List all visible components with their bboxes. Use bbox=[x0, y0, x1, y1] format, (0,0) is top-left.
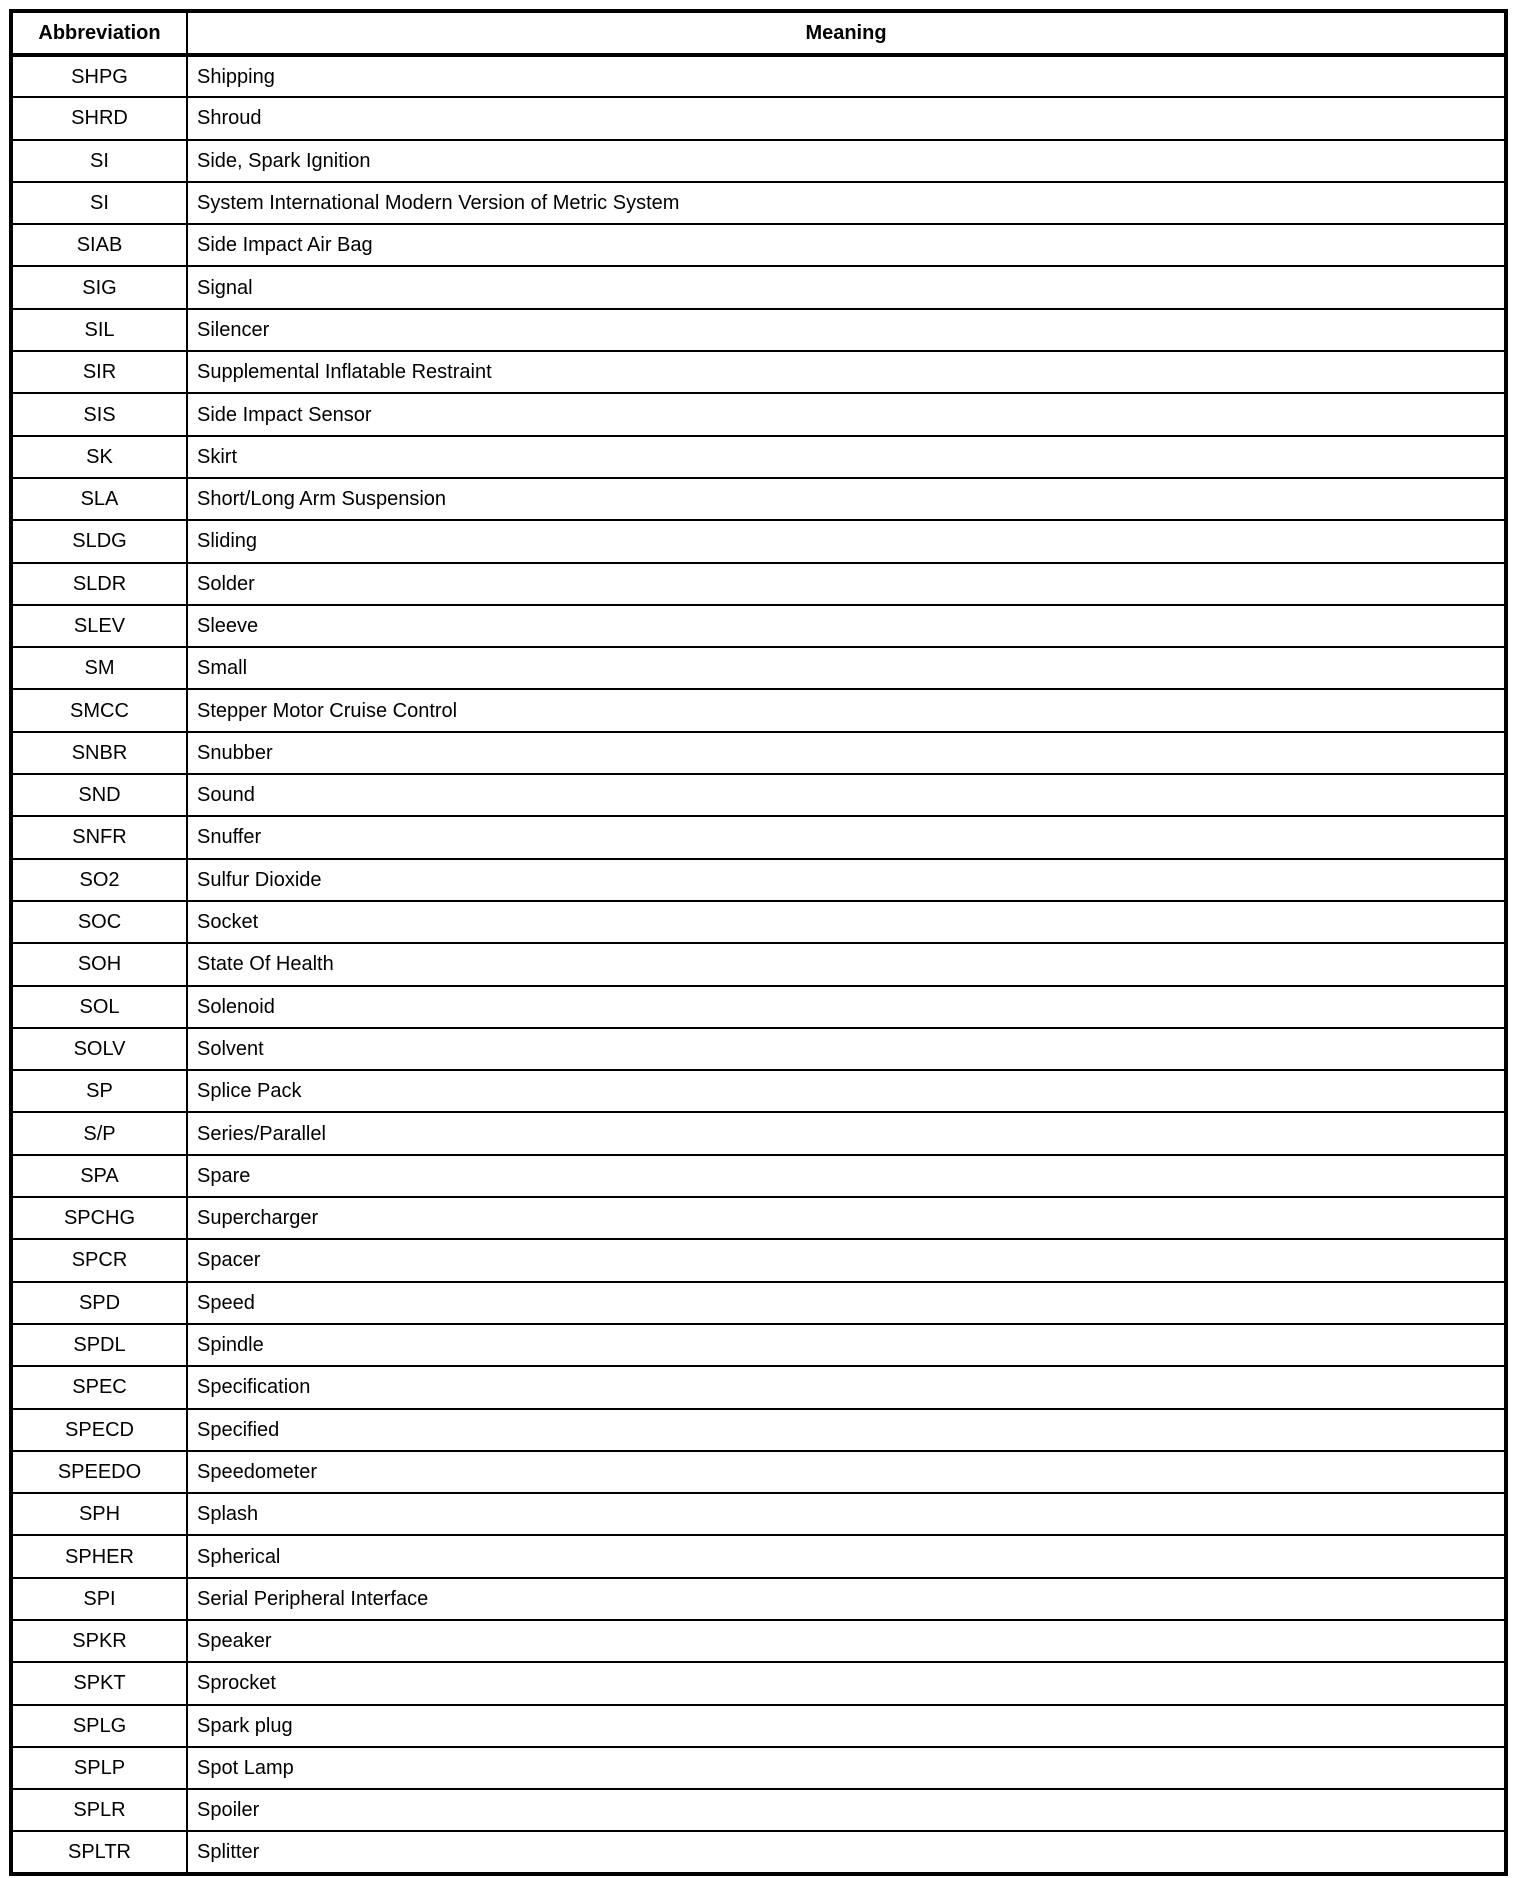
meaning-cell: Splash bbox=[187, 1493, 1506, 1535]
abbreviation-cell: SP bbox=[11, 1070, 187, 1112]
meaning-cell: Supercharger bbox=[187, 1197, 1506, 1239]
meaning-cell: Serial Peripheral Interface bbox=[187, 1578, 1506, 1620]
abbreviation-cell: SI bbox=[11, 182, 187, 224]
abbreviation-cell: SIG bbox=[11, 266, 187, 308]
meaning-cell: Side Impact Air Bag bbox=[187, 224, 1506, 266]
abbreviation-cell: SPI bbox=[11, 1578, 187, 1620]
abbreviation-cell: SPA bbox=[11, 1155, 187, 1197]
meaning-cell: Spare bbox=[187, 1155, 1506, 1197]
table-row bbox=[11, 563, 1506, 605]
table-row bbox=[11, 943, 1506, 985]
table-row bbox=[11, 182, 1506, 224]
table-row bbox=[11, 1409, 1506, 1451]
abbreviation-cell: SO2 bbox=[11, 859, 187, 901]
abbreviation-cell: SPEEDO bbox=[11, 1451, 187, 1493]
meaning-cell: Specified bbox=[187, 1409, 1506, 1451]
meaning-cell: Short/Long Arm Suspension bbox=[187, 478, 1506, 520]
abbreviation-cell: SI bbox=[11, 140, 187, 182]
table-row bbox=[11, 140, 1506, 182]
table-row bbox=[11, 436, 1506, 478]
abbreviation-cell: SPKT bbox=[11, 1662, 187, 1704]
table-row bbox=[11, 1493, 1506, 1535]
table-row bbox=[11, 1197, 1506, 1239]
table-row bbox=[11, 1112, 1506, 1154]
table-row bbox=[11, 1620, 1506, 1662]
meaning-cell: Side, Spark Ignition bbox=[187, 140, 1506, 182]
meaning-cell: Specification bbox=[187, 1366, 1506, 1408]
abbreviation-cell: SHRD bbox=[11, 97, 187, 139]
abbreviation-cell: SPLG bbox=[11, 1705, 187, 1747]
meaning-cell: Speedometer bbox=[187, 1451, 1506, 1493]
table-row bbox=[11, 1155, 1506, 1197]
meaning-cell: Signal bbox=[187, 266, 1506, 308]
abbreviation-cell: SHPG bbox=[11, 55, 187, 97]
meaning-cell: Series/Parallel bbox=[187, 1112, 1506, 1154]
meaning-cell: Speed bbox=[187, 1282, 1506, 1324]
table-row bbox=[11, 393, 1506, 435]
abbreviation-cell: SNBR bbox=[11, 732, 187, 774]
abbreviation-cell: SPLP bbox=[11, 1747, 187, 1789]
abbreviation-cell: SPDL bbox=[11, 1324, 187, 1366]
table-row bbox=[11, 1451, 1506, 1493]
abbreviation-cell: SLA bbox=[11, 478, 187, 520]
header-abbreviation: Abbreviation bbox=[11, 11, 187, 55]
meaning-cell: Spot Lamp bbox=[187, 1747, 1506, 1789]
abbreviation-cell: SNFR bbox=[11, 816, 187, 858]
table-row bbox=[11, 774, 1506, 816]
abbreviation-cell: SOC bbox=[11, 901, 187, 943]
table-row bbox=[11, 1662, 1506, 1704]
meaning-cell: Shipping bbox=[187, 55, 1506, 97]
header-row bbox=[11, 11, 1506, 55]
table-row bbox=[11, 97, 1506, 139]
table-row bbox=[11, 1578, 1506, 1620]
meaning-cell: Socket bbox=[187, 901, 1506, 943]
abbreviation-cell: SOL bbox=[11, 986, 187, 1028]
meaning-cell: Spherical bbox=[187, 1535, 1506, 1577]
meaning-cell: Skirt bbox=[187, 436, 1506, 478]
table-row bbox=[11, 816, 1506, 858]
abbreviation-cell: SND bbox=[11, 774, 187, 816]
abbreviation-cell: SIL bbox=[11, 309, 187, 351]
meaning-cell: Shroud bbox=[187, 97, 1506, 139]
table-row bbox=[11, 1324, 1506, 1366]
table-row bbox=[11, 55, 1506, 97]
table-row bbox=[11, 478, 1506, 520]
abbreviation-cell: SK bbox=[11, 436, 187, 478]
abbreviation-cell: SPCR bbox=[11, 1239, 187, 1281]
meaning-cell: Stepper Motor Cruise Control bbox=[187, 689, 1506, 731]
table-row bbox=[11, 1366, 1506, 1408]
table-row bbox=[11, 266, 1506, 308]
table-row bbox=[11, 901, 1506, 943]
abbreviation-cell: SMCC bbox=[11, 689, 187, 731]
table-header bbox=[11, 11, 1506, 55]
meaning-cell: Snubber bbox=[187, 732, 1506, 774]
table-row bbox=[11, 224, 1506, 266]
meaning-cell: Sleeve bbox=[187, 605, 1506, 647]
table-row bbox=[11, 1705, 1506, 1747]
abbreviation-cell: SPHER bbox=[11, 1535, 187, 1577]
meaning-cell: Sound bbox=[187, 774, 1506, 816]
table-row bbox=[11, 1831, 1506, 1873]
header-meaning: Meaning bbox=[187, 11, 1506, 55]
table-row bbox=[11, 605, 1506, 647]
meaning-cell: Small bbox=[187, 647, 1506, 689]
meaning-cell: Supplemental Inflatable Restraint bbox=[187, 351, 1506, 393]
abbreviation-cell: SOLV bbox=[11, 1028, 187, 1070]
abbreviation-cell: SPLTR bbox=[11, 1831, 187, 1873]
meaning-cell: Snuffer bbox=[187, 816, 1506, 858]
table-row bbox=[11, 351, 1506, 393]
table-row bbox=[11, 1070, 1506, 1112]
table-row bbox=[11, 1789, 1506, 1831]
abbreviation-cell: SPEC bbox=[11, 1366, 187, 1408]
table-row bbox=[11, 309, 1506, 351]
table-row bbox=[11, 647, 1506, 689]
table-row bbox=[11, 986, 1506, 1028]
abbreviation-table bbox=[9, 9, 1508, 1876]
table-row bbox=[11, 1028, 1506, 1070]
meaning-cell: Spacer bbox=[187, 1239, 1506, 1281]
abbreviation-cell: SPD bbox=[11, 1282, 187, 1324]
meaning-cell: Spindle bbox=[187, 1324, 1506, 1366]
table-row bbox=[11, 1239, 1506, 1281]
meaning-cell: Silencer bbox=[187, 309, 1506, 351]
meaning-cell: Sliding bbox=[187, 520, 1506, 562]
table-row bbox=[11, 1535, 1506, 1577]
meaning-cell: Side Impact Sensor bbox=[187, 393, 1506, 435]
meaning-cell: Spoiler bbox=[187, 1789, 1506, 1831]
abbreviation-cell: SLDR bbox=[11, 563, 187, 605]
meaning-cell: Sprocket bbox=[187, 1662, 1506, 1704]
table-row bbox=[11, 1747, 1506, 1789]
abbreviation-cell: SPH bbox=[11, 1493, 187, 1535]
abbreviation-cell: SPCHG bbox=[11, 1197, 187, 1239]
meaning-cell: Spark plug bbox=[187, 1705, 1506, 1747]
meaning-cell: Splice Pack bbox=[187, 1070, 1506, 1112]
meaning-cell: Solder bbox=[187, 563, 1506, 605]
meaning-cell: Sulfur Dioxide bbox=[187, 859, 1506, 901]
meaning-cell: Splitter bbox=[187, 1831, 1506, 1873]
abbreviation-cell: SPECD bbox=[11, 1409, 187, 1451]
abbreviation-cell: SIAB bbox=[11, 224, 187, 266]
abbreviation-cell: SIS bbox=[11, 393, 187, 435]
abbreviation-cell: SOH bbox=[11, 943, 187, 985]
meaning-cell: Solenoid bbox=[187, 986, 1506, 1028]
table-row bbox=[11, 732, 1506, 774]
meaning-cell: Solvent bbox=[187, 1028, 1506, 1070]
table-row bbox=[11, 520, 1506, 562]
meaning-cell: State Of Health bbox=[187, 943, 1506, 985]
abbreviation-cell: SIR bbox=[11, 351, 187, 393]
abbreviation-cell: SPLR bbox=[11, 1789, 187, 1831]
meaning-cell: Speaker bbox=[187, 1620, 1506, 1662]
abbreviation-cell: SLEV bbox=[11, 605, 187, 647]
abbreviation-cell: SLDG bbox=[11, 520, 187, 562]
meaning-cell: System International Modern Version of Metric System bbox=[187, 182, 1506, 224]
table-body bbox=[11, 55, 1506, 1874]
table-row bbox=[11, 859, 1506, 901]
abbreviation-cell: SPKR bbox=[11, 1620, 187, 1662]
table-row bbox=[11, 689, 1506, 731]
abbreviation-cell: SM bbox=[11, 647, 187, 689]
table-row bbox=[11, 1282, 1506, 1324]
abbreviation-cell: S/P bbox=[11, 1112, 187, 1154]
